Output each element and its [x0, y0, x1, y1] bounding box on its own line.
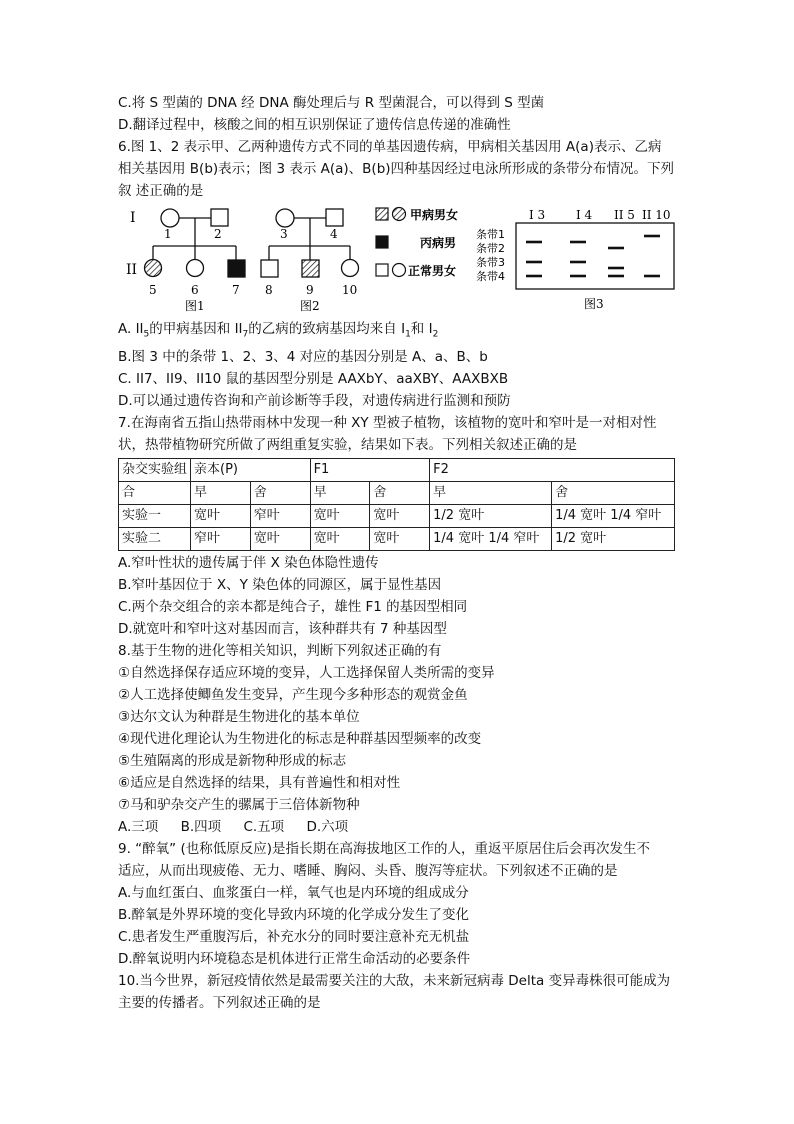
table-cell: 宽叶	[310, 527, 370, 550]
q9-option-b: B.醉氧是外界环境的变化导致内环境的化学成分发生了变化	[118, 906, 470, 923]
fig2-i4-male	[326, 209, 343, 226]
legend-affected-female-symbol	[393, 208, 406, 221]
legend-label-affected: 甲病男女	[410, 208, 459, 222]
gel-band-label-3: 条带3	[476, 256, 505, 269]
table-header-cell: F1	[310, 458, 430, 481]
table-row	[119, 504, 675, 527]
q7-option-d: D.就宽叶和窄叶这对基因而言，该种群共有 7 种基因型	[118, 620, 447, 637]
q7-stem-line-2: 状，热带植物研究所做了两组重复实验，结果如下表。下列相关叙述正确的是	[118, 436, 577, 453]
q7-option-a: A.窄叶性状的遗传属于伴 X 染色体隐性遗传	[118, 554, 379, 571]
gel-column-ii5: II 5	[614, 208, 635, 222]
gel-box	[516, 223, 674, 289]
fig1-ii7-affected-male	[228, 260, 245, 277]
table-cell: 宽叶	[310, 504, 370, 527]
q6-stem-line-2: 相关基因用 B(b)表示；图 3 表示 A(a)、B(b)四种基因经过电泳所形成的条带分布情况。下列	[118, 161, 675, 177]
fig2-label-4: 4	[330, 227, 338, 241]
q9-option-a: A.与血红蛋白、血浆蛋白一样，氧气也是内环境的组成成分	[118, 884, 469, 901]
pedigree-and-gel-figure	[118, 204, 678, 314]
fig2-ii9-affected-male	[302, 260, 319, 277]
generation-label-ii: II	[126, 262, 138, 278]
q9-option-c: C.患者发生严重腹泻后，补充水分的同时要注意补充无机盐	[118, 928, 470, 945]
q6-option-b: B.图 3 中的条带 1、2、3、4 对应的基因分别是 A、a、B、b	[118, 348, 488, 365]
table-cell: 窄叶	[250, 504, 310, 527]
legend-affected-male-symbol	[376, 208, 388, 220]
q10-stem-line-1: 10.当今世界，新冠疫情依然是最需要关注的大敌，未来新冠病毒 Delta 变异毒株很可能成为	[118, 972, 671, 989]
q7-option-c: C.两个杂交组合的亲本都是纯合子，雄性 F1 的基因型相同	[118, 598, 468, 615]
q8-stem: 8.基于生物的进化等相关知识，判断下列叙述正确的有	[118, 642, 442, 659]
fig2-ii10-female	[342, 260, 359, 277]
q8-item-2: ②人工选择使鲫鱼发生变异，产生现今多种形态的观赏金鱼	[118, 686, 468, 703]
table-cell: 1/4 宽叶 1/4 窄叶	[430, 527, 552, 550]
fig1-label-2: 2	[214, 227, 222, 241]
gel-band-label-1: 条带1	[476, 228, 505, 241]
fig2-label-8: 8	[265, 283, 273, 297]
fig1-ii6-female	[187, 260, 204, 277]
q9-option-d: D.醉氧说明内环境稳态是机体进行正常生命活动的必要条件	[118, 950, 471, 967]
gel-column-i4: I 4	[576, 208, 593, 222]
q5-option-d: D.翻译过程中，核酸之间的相互识别保证了遗传信息传递的准确性	[118, 117, 511, 133]
q7-stem-line-1: 7.在海南省五指山热带雨林中发现一种 XY 型被子植物，该植物的宽叶和窄叶是一对相对性	[118, 414, 657, 431]
fig1-i1-female	[161, 209, 179, 227]
fig1-caption: 图1	[185, 299, 205, 313]
fig1-ii5-affected-female	[145, 260, 162, 277]
generation-label-i: I	[130, 210, 136, 226]
fig2-label-9: 9	[306, 283, 314, 297]
gel-column-ii10: II 10	[642, 208, 671, 222]
q8-item-5: ⑤生殖隔离的形成是新物种形成的标志	[118, 752, 347, 769]
legend-normal-female-symbol	[393, 264, 406, 277]
exam-page	[118, 92, 678, 1014]
fig1-label-6: 6	[191, 283, 199, 297]
q6-stem-line-1: 6.图 1、2 表示甲、乙两种遗传方式不同的单基因遗传病，甲病相关基因用 A(a)表示、乙病	[118, 139, 662, 155]
table-header-row-2	[119, 481, 675, 504]
q6-stem-line-3: 叙 述正确的是	[118, 183, 204, 199]
fig1-label-7: 7	[232, 283, 240, 297]
table-cell: 宽叶	[250, 527, 310, 550]
fig2-ii8-male	[261, 260, 278, 277]
gel-column-i3: I 3	[529, 208, 546, 222]
table-cell: 1/2 宽叶	[430, 504, 552, 527]
table-header-cell: 杂交实验组	[119, 458, 191, 481]
table-header-row-1	[119, 458, 675, 481]
q6-figures	[118, 204, 678, 314]
q5-option-c: C.将 S 型菌的 DNA 经 DNA 酶处理后与 R 型菌混合，可以得到 S 型菌	[118, 95, 545, 111]
table-cell: 实验二	[119, 527, 191, 550]
table-header-cell: F2	[430, 458, 675, 481]
q10-stem-line-2: 主要的传播者。下列叙述正确的是	[118, 994, 321, 1011]
fig2-i3-female	[276, 209, 294, 227]
table-cell: 1/4 宽叶 1/4 窄叶	[552, 504, 675, 527]
q8-choice-b: B.四项	[180, 818, 222, 835]
table-cell: 1/2 宽叶	[552, 527, 675, 550]
fig2-caption: 图2	[300, 299, 320, 313]
fig2-label-3: 3	[280, 227, 288, 241]
legend-bing-male-symbol	[376, 236, 388, 248]
fig2-label-10: 10	[342, 283, 358, 297]
cross-results-table	[118, 458, 675, 551]
q9-stem-line-1: 9. “醉氧” (也称低原反应)是指长期在高海拔地区工作的人，重返平原居住后会再次发生不	[118, 840, 650, 857]
table-row	[119, 527, 675, 550]
table-header-cell: 合	[119, 481, 191, 504]
q9-stem-line-2: 适应，从而出现疲倦、无力、嗜睡、胸闷、头昏、腹泻等症状。下列叙述不正确的是	[118, 862, 618, 879]
fig3-caption: 图3	[584, 297, 604, 311]
table-cell: 宽叶	[370, 527, 430, 550]
table-cell: 实验一	[119, 504, 191, 527]
table-cell: 宽叶	[191, 504, 251, 527]
gel-band-label-2: 条带2	[476, 242, 505, 255]
q8-choice-c: C.五项	[243, 818, 285, 835]
fig1-label-1: 1	[164, 227, 172, 241]
q8-item-7: ⑦马和驴杂交产生的骡属于三倍体新物种	[118, 796, 360, 813]
legend-label-normal: 正常男女	[408, 264, 457, 278]
q6-option-d: D.可以通过遗传咨询和产前诊断等手段，对遗传病进行监测和预防	[118, 392, 511, 409]
q6-option-c: C. II7、II9、II10 鼠的基因型分别是 AAXbY、aaXBY、AAXBXB	[118, 370, 509, 387]
table-header-cell: 舍	[370, 481, 430, 504]
legend-label-bing: 丙病男	[420, 236, 457, 250]
q7-option-b: B.窄叶基因位于 X、Y 染色体的同源区，属于显性基因	[118, 576, 442, 593]
q8-item-6: ⑥适应是自然选择的结果，具有普遍性和相对性	[118, 774, 401, 791]
fig1-i2-male	[211, 209, 228, 226]
fig1-label-5: 5	[149, 283, 157, 297]
q8-choices	[118, 816, 678, 838]
gel-band-label-4: 条带4	[476, 270, 505, 283]
table-cell: 宽叶	[370, 504, 430, 527]
q6-option-a: A. $II_5$的甲病基因和 $II_7$的乙病的致病基因均来自 $I_1$和 $I_2$	[118, 321, 439, 340]
q8-choice-a: A.三项	[118, 818, 159, 835]
q8-item-3: ③达尔文认为种群是生物进化的基本单位	[118, 708, 360, 725]
table-header-cell: 早	[191, 481, 251, 504]
table-header-cell: 舍	[250, 481, 310, 504]
table-header-cell: 早	[310, 481, 370, 504]
q8-item-1: ①自然选择保存适应环境的变异，人工选择保留人类所需的变异	[118, 664, 495, 681]
q8-item-4: ④现代进化理论认为生物进化的标志是种群基因型频率的改变	[118, 730, 482, 747]
q8-choice-d: D.六项	[306, 818, 349, 835]
table-header-cell: 早	[430, 481, 552, 504]
table-header-cell: 舍	[552, 481, 675, 504]
table-cell: 窄叶	[191, 527, 251, 550]
legend-normal-male-symbol	[376, 264, 388, 276]
table-header-cell: 亲本(P)	[191, 458, 311, 481]
